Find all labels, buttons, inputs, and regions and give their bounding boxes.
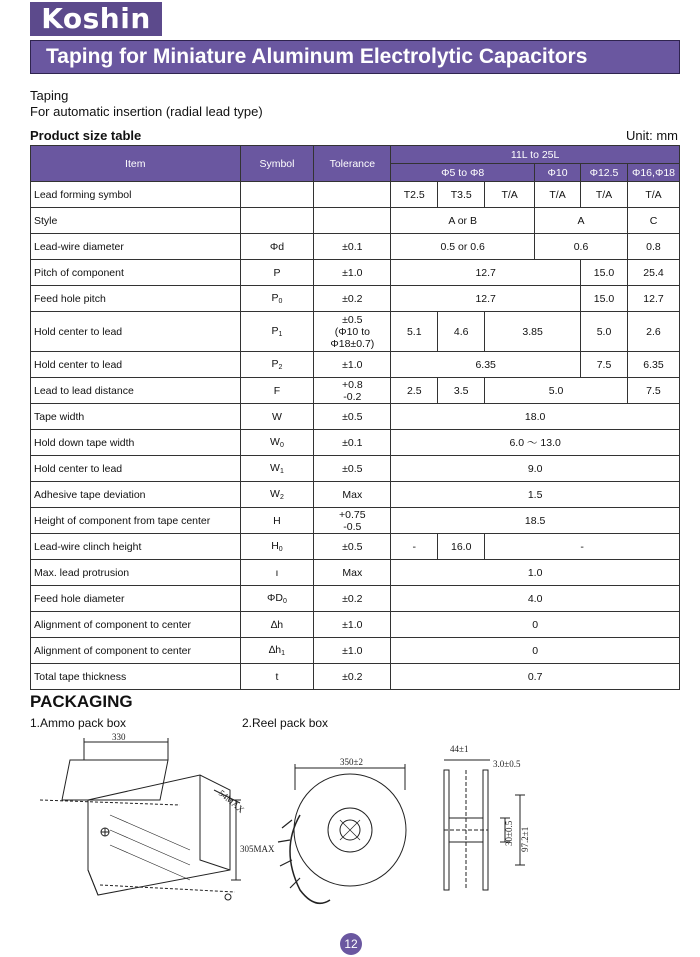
row-value: 0 bbox=[391, 612, 680, 638]
row-value: T3.5 bbox=[438, 182, 485, 208]
row-tolerance: Max bbox=[314, 482, 391, 508]
row-value: 3.85 bbox=[485, 312, 581, 352]
row-value: - bbox=[485, 534, 680, 560]
tolerance-line: +0.75 bbox=[339, 508, 366, 521]
dim-ammo-height: 305MAX bbox=[240, 844, 275, 854]
row-item: Alignment of component to center bbox=[31, 638, 241, 664]
row-value: 2.5 bbox=[391, 378, 438, 404]
row-value: 25.4 bbox=[627, 260, 679, 286]
row-value: 12.7 bbox=[391, 260, 581, 286]
header-tolerance: Tolerance bbox=[314, 146, 391, 182]
row-item: Hold center to lead bbox=[31, 352, 241, 378]
row-item: Hold down tape width bbox=[31, 430, 241, 456]
row-item: Height of component from tape center bbox=[31, 508, 241, 534]
row-tolerance: ±0.2 bbox=[314, 586, 391, 612]
symbol-subscript: 0 bbox=[278, 298, 283, 305]
row-value: A or B bbox=[391, 208, 535, 234]
row-tolerance: ±0.1 bbox=[314, 430, 391, 456]
row-value: 1.5 bbox=[391, 482, 680, 508]
symbol-subscript: 1 bbox=[278, 331, 283, 338]
row-item: Alignment of component to center bbox=[31, 612, 241, 638]
row-value: T/A bbox=[485, 182, 535, 208]
symbol-text: W bbox=[270, 436, 280, 448]
row-value: T/A bbox=[627, 182, 679, 208]
row-value: 5.0 bbox=[485, 378, 628, 404]
symbol-text: ΦD bbox=[267, 592, 283, 604]
row-symbol: ı bbox=[240, 560, 314, 586]
row-item: Hold center to lead bbox=[31, 456, 241, 482]
row-symbol: t bbox=[240, 664, 314, 690]
row-value: 0.8 bbox=[627, 234, 679, 260]
row-item: Feed hole diameter bbox=[31, 586, 241, 612]
symbol-subscript: 0 bbox=[282, 598, 287, 605]
tolerance-line: ±0.5 bbox=[342, 313, 363, 326]
ammo-box-drawing bbox=[40, 732, 275, 900]
row-value: 9.0 bbox=[391, 456, 680, 482]
header-item: Item bbox=[31, 146, 241, 182]
row-tolerance: ±1.0 bbox=[314, 352, 391, 378]
row-value: A bbox=[535, 208, 628, 234]
row-tolerance: ±0.5 bbox=[314, 456, 391, 482]
row-symbol: H bbox=[240, 508, 314, 534]
row-symbol: W bbox=[240, 404, 314, 430]
intro-heading: Taping bbox=[30, 88, 69, 103]
row-value: 6.35 bbox=[391, 352, 581, 378]
row-value: 7.5 bbox=[627, 378, 679, 404]
reel-front-drawing bbox=[278, 757, 406, 903]
dim-reel-diameter: 350±2 bbox=[340, 757, 363, 767]
row-value: 0.7 bbox=[391, 664, 680, 690]
row-item: Total tape thickness bbox=[31, 664, 241, 690]
row-item: Style bbox=[31, 208, 241, 234]
row-value: 0.6 bbox=[535, 234, 628, 260]
row-value: 0.5 or 0.6 bbox=[391, 234, 535, 260]
ammo-pack-label: 1.Ammo pack box bbox=[30, 716, 127, 730]
symbol-text: P bbox=[271, 325, 279, 337]
row-item: Tape width bbox=[31, 404, 241, 430]
row-value: 2.6 bbox=[627, 312, 679, 352]
symbol-text: W bbox=[270, 488, 280, 500]
unit-label: Unit: mm bbox=[626, 128, 678, 143]
reel-pack-label: 2.Reel pack box bbox=[242, 716, 329, 730]
row-item: Feed hole pitch bbox=[31, 286, 241, 312]
symbol-text: H bbox=[271, 540, 279, 552]
row-symbol: F bbox=[240, 378, 314, 404]
symbol-text: P bbox=[271, 292, 279, 304]
intro-description: For automatic insertion (radial lead type) bbox=[30, 104, 263, 119]
header-diameter-12-5: Φ12.5 bbox=[581, 164, 628, 182]
row-value: 15.0 bbox=[581, 286, 628, 312]
tolerance-line: -0.2 bbox=[343, 390, 362, 403]
symbol-subscript: 2 bbox=[279, 494, 284, 501]
row-value: 12.7 bbox=[391, 286, 581, 312]
symbol-text: P bbox=[271, 358, 279, 370]
header-diameter-5-8: Φ5 to Φ8 bbox=[391, 164, 535, 182]
row-item: Max. lead protrusion bbox=[31, 560, 241, 586]
row-tolerance: ±1.0 bbox=[314, 612, 391, 638]
row-item: Lead-wire clinch height bbox=[31, 534, 241, 560]
header-diameter-16-18: Φ16,Φ18 bbox=[627, 164, 679, 182]
symbol-subscript: 0 bbox=[279, 442, 284, 449]
packaging-title: PACKAGING bbox=[30, 692, 133, 711]
symbol-subscript: 1 bbox=[281, 650, 286, 657]
row-value: C bbox=[627, 208, 679, 234]
row-value: 18.0 bbox=[391, 404, 680, 430]
page-title: Taping for Miniature Aluminum Electrolytic Capacitors bbox=[30, 40, 680, 74]
header-diameter-10: Φ10 bbox=[535, 164, 581, 182]
row-value: 6.35 bbox=[627, 352, 679, 378]
page-number: 12 bbox=[340, 933, 362, 955]
tolerance-line: +0.8 bbox=[341, 378, 363, 391]
row-value: - bbox=[391, 534, 438, 560]
row-tolerance: Max bbox=[314, 560, 391, 586]
header-size-group: 11L to 25L bbox=[391, 146, 680, 164]
row-value: T2.5 bbox=[391, 182, 438, 208]
row-item: Lead forming symbol bbox=[31, 182, 241, 208]
row-item: Adhesive tape deviation bbox=[31, 482, 241, 508]
dim-reel-inner: 30±0.5 bbox=[504, 820, 514, 846]
row-value: 4.6 bbox=[438, 312, 485, 352]
row-item: Lead-wire diameter bbox=[31, 234, 241, 260]
symbol-text: ∆h bbox=[268, 644, 282, 656]
row-tolerance: ±0.1 bbox=[314, 234, 391, 260]
row-symbol: ∆h bbox=[240, 612, 314, 638]
row-value: 5.0 bbox=[581, 312, 628, 352]
row-tolerance: ±0.2 bbox=[314, 286, 391, 312]
symbol-subscript: 0 bbox=[278, 546, 283, 553]
row-value: 1.0 bbox=[391, 560, 680, 586]
row-symbol: P bbox=[240, 260, 314, 286]
row-value: 6.0 ～ 13.0 bbox=[391, 430, 680, 456]
dim-ammo-depth: 54MAX bbox=[216, 787, 247, 815]
row-value: T/A bbox=[535, 182, 581, 208]
row-value: 5.1 bbox=[391, 312, 438, 352]
row-symbol: Φd bbox=[240, 234, 314, 260]
dim-reel-hub: 44±1 bbox=[450, 744, 469, 754]
brand-logo: Koshin bbox=[30, 2, 162, 36]
row-tolerance: ±1.0 bbox=[314, 638, 391, 664]
row-value: 15.0 bbox=[581, 260, 628, 286]
symbol-subscript: 1 bbox=[279, 468, 284, 475]
header-symbol: Symbol bbox=[240, 146, 314, 182]
reel-side-drawing bbox=[444, 744, 530, 890]
row-value: 18.5 bbox=[391, 508, 680, 534]
row-tolerance: ±0.5 bbox=[314, 534, 391, 560]
tolerance-line: -0.5 bbox=[343, 520, 362, 533]
symbol-text: W bbox=[270, 462, 280, 474]
row-item: Hold center to lead bbox=[31, 312, 241, 352]
row-value: T/A bbox=[581, 182, 628, 208]
table-title: Product size table bbox=[30, 128, 142, 143]
row-item: Pitch of component bbox=[31, 260, 241, 286]
tolerance-line: (Φ10 to bbox=[334, 325, 370, 338]
tolerance-line: Φ18±0.7) bbox=[330, 337, 375, 350]
dim-reel-outer: 97.2±1 bbox=[520, 826, 530, 852]
dim-reel-flange: 3.0±0.5 bbox=[493, 759, 521, 769]
row-value: 16.0 bbox=[438, 534, 485, 560]
row-value: 0 bbox=[391, 638, 680, 664]
row-tolerance: ±0.2 bbox=[314, 664, 391, 690]
symbol-subscript: 2 bbox=[278, 364, 283, 371]
row-value: 12.7 bbox=[627, 286, 679, 312]
row-tolerance: ±0.5 bbox=[314, 404, 391, 430]
row-value: 4.0 bbox=[391, 586, 680, 612]
row-tolerance: ±1.0 bbox=[314, 260, 391, 286]
dim-ammo-width: 330 bbox=[112, 732, 126, 742]
row-value: 7.5 bbox=[581, 352, 628, 378]
row-item: Lead to lead distance bbox=[31, 378, 241, 404]
row-value: 3.5 bbox=[438, 378, 485, 404]
